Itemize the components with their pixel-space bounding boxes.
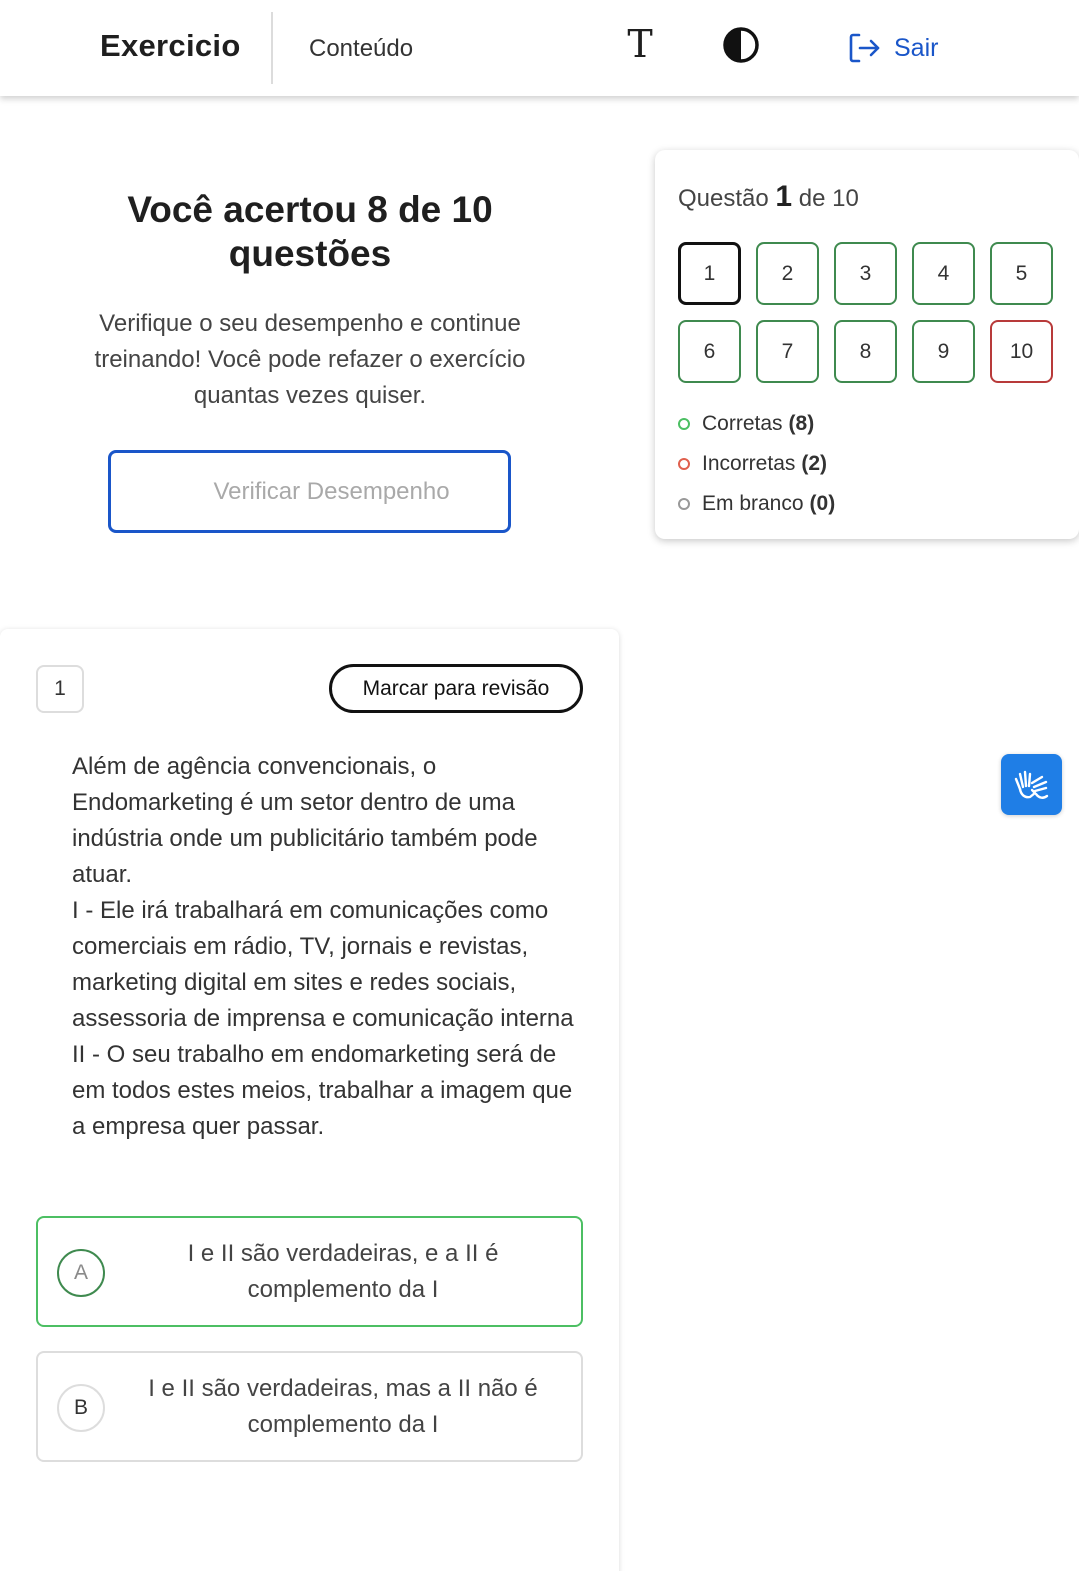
mark-for-review-button[interactable]: Marcar para revisão <box>329 664 583 713</box>
legend-correct-count: (8) <box>788 412 815 435</box>
navigator-title <box>678 180 859 214</box>
legend-blank <box>678 484 835 524</box>
question-card <box>0 629 619 1571</box>
question-button-7[interactable]: 7 <box>756 320 819 383</box>
legend-incorrect-label: Incorretas <box>702 452 796 475</box>
legend-incorrect-count: (2) <box>801 452 828 475</box>
question-paragraph: I - Ele irá trabalhará em comunicações como comerciais em rádio, TV, jornais e revistas, marketing digital em sites e redes sociais, assessoria de imprensa e comunicação interna <box>72 897 574 1032</box>
question-statement <box>72 749 592 1145</box>
legend-correct-dot <box>678 418 690 430</box>
question-navigator <box>655 150 1079 539</box>
logout-label: Sair <box>894 33 939 62</box>
question-button-9[interactable]: 9 <box>912 320 975 383</box>
question-grid <box>678 242 1054 383</box>
legend-blank-label: Em branco <box>702 492 804 515</box>
legend-incorrect-dot <box>678 458 690 470</box>
question-button-5[interactable]: 5 <box>990 242 1053 305</box>
nav-link-content[interactable]: Conteúdo <box>309 35 414 62</box>
question-button-8[interactable]: 8 <box>834 320 897 383</box>
status-legend <box>678 404 835 524</box>
question-button-4[interactable]: 4 <box>912 242 975 305</box>
answer-option-b[interactable] <box>36 1351 583 1462</box>
option-text-a: I e II são verdadeiras, e a II é complemento da I <box>187 1240 499 1303</box>
option-letter-a: A <box>57 1249 105 1297</box>
header-divider <box>271 12 273 84</box>
brand-title: Exercicio <box>100 28 241 63</box>
option-text-b: I e II são verdadeiras, mas a II não é complemento da I <box>148 1375 538 1438</box>
logout-icon <box>846 30 882 66</box>
option-letter-b: B <box>57 1384 105 1432</box>
logout-button[interactable] <box>846 30 938 66</box>
legend-blank-count: (0) <box>809 492 836 515</box>
question-button-10[interactable]: 10 <box>990 320 1053 383</box>
legend-incorrect <box>678 444 835 484</box>
legend-correct <box>678 404 835 444</box>
navigator-current-number: 1 <box>775 180 793 213</box>
verify-performance-button[interactable]: Verificar Desempenho <box>108 450 511 533</box>
contrast-icon[interactable] <box>722 26 760 64</box>
result-description: Verifique o seu desempenho e continue treinando! Você pode refazer o exercício quantas vezes quiser. <box>94 310 526 409</box>
question-button-6[interactable]: 6 <box>678 320 741 383</box>
result-title: Você acertou 8 de 10 questões <box>127 189 493 274</box>
question-paragraph: Além de agência convencionais, o Endomarketing é um setor dentro de uma indústria onde um publicitário também pode atuar. <box>72 753 538 888</box>
navigator-title-suffix: de 10 <box>798 185 859 212</box>
navigator-title-prefix: Questão <box>678 185 769 212</box>
question-number-badge: 1 <box>36 665 84 713</box>
legend-correct-label: Corretas <box>702 412 783 435</box>
answer-option-a[interactable] <box>36 1216 583 1327</box>
top-header <box>0 0 1079 96</box>
question-button-1[interactable]: 1 <box>678 242 741 305</box>
question-button-2[interactable]: 2 <box>756 242 819 305</box>
text-size-icon[interactable]: T <box>627 22 653 66</box>
question-button-3[interactable]: 3 <box>834 242 897 305</box>
question-paragraph: II - O seu trabalho em endomarketing será de em todos estes meios, trabalhar a imagem que a empresa quer passar. <box>72 1041 573 1140</box>
sign-language-button[interactable] <box>1001 754 1062 815</box>
sign-language-icon <box>1012 765 1052 805</box>
legend-blank-dot <box>678 498 690 510</box>
